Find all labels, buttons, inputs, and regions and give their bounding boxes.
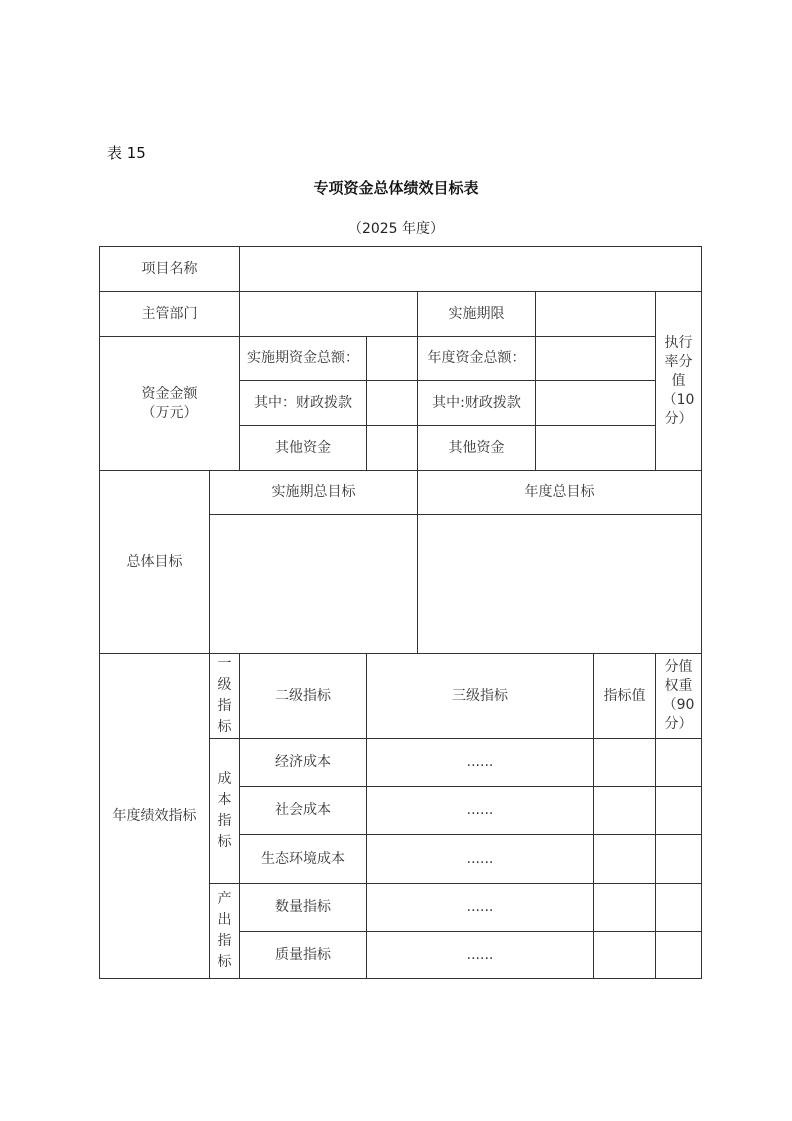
value-cell[interactable] (594, 932, 656, 979)
annual-indicators-label: 年度绩效指标 (100, 654, 210, 979)
period-total-funds-label (240, 337, 367, 381)
period-other-field[interactable] (367, 426, 418, 471)
period-other-label: 其他资金 (240, 426, 367, 471)
department-field[interactable] (240, 292, 418, 337)
weight-header (656, 654, 702, 739)
annual-other-label: 其他资金 (418, 426, 536, 471)
execution-rate-text: 执行率分值（10分） (662, 334, 695, 427)
level1-header (210, 654, 240, 739)
weight-cell[interactable] (656, 932, 702, 979)
level2-cell: 数量指标 (240, 884, 367, 932)
level3-cell[interactable]: ...... (367, 884, 594, 932)
output-group-text: 产出指标 (217, 891, 232, 970)
level2-header: 二级指标 (240, 654, 367, 739)
annual-goal-field[interactable] (418, 515, 702, 654)
level3-header: 三级指标 (367, 654, 594, 739)
project-name-label: 项目名称 (100, 247, 240, 292)
annual-fiscal-field[interactable] (536, 381, 656, 426)
level2-cell: 社会成本 (240, 787, 367, 835)
value-cell[interactable] (594, 787, 656, 835)
value-header: 指标值 (594, 654, 656, 739)
annual-total-funds-field[interactable] (536, 337, 656, 381)
table-number: 表 15 (107, 144, 146, 162)
value-cell[interactable] (594, 739, 656, 787)
department-label: 主管部门 (100, 292, 240, 337)
execution-rate-label (656, 292, 702, 471)
period-label: 实施期限 (418, 292, 536, 337)
level2-cell: 生态环境成本 (240, 835, 367, 884)
performance-goal-table (99, 246, 702, 979)
level3-cell[interactable]: ...... (367, 932, 594, 979)
overall-goal-label: 总体目标 (100, 471, 210, 654)
level2-cell: 质量指标 (240, 932, 367, 979)
project-name-field[interactable] (240, 247, 702, 292)
level3-cell[interactable]: ...... (367, 787, 594, 835)
value-cell[interactable] (594, 884, 656, 932)
cost-group-label (210, 739, 240, 884)
funds-label (100, 337, 240, 471)
period-fiscal-label: 其中：财政拨款 (240, 381, 367, 426)
page-title: 专项资金总体绩效目标表 (313, 179, 479, 197)
period-fiscal-field[interactable] (367, 381, 418, 426)
level3-cell[interactable]: ...... (367, 835, 594, 884)
weight-header-text: 分值权重（90分） (662, 659, 695, 732)
annual-other-field[interactable] (536, 426, 656, 471)
level3-cell[interactable]: ...... (367, 739, 594, 787)
weight-cell[interactable] (656, 739, 702, 787)
annual-goal-header: 年度总目标 (418, 471, 702, 515)
period-goal-header: 实施期总目标 (210, 471, 418, 515)
value-cell[interactable] (594, 835, 656, 884)
weight-cell[interactable] (656, 884, 702, 932)
weight-cell[interactable] (656, 835, 702, 884)
weight-cell[interactable] (656, 787, 702, 835)
output-group-label (210, 884, 240, 979)
cost-group-text: 成本指标 (217, 771, 232, 850)
page-subtitle: （2025 年度） (347, 221, 445, 237)
period-field[interactable] (536, 292, 656, 337)
period-total-funds-text: 实施期资金总额： (247, 350, 359, 366)
level2-cell: 经济成本 (240, 739, 367, 787)
period-total-funds-field[interactable] (367, 337, 418, 381)
funds-label-text: 资金金额（万元） (141, 385, 198, 421)
level1-header-text: 一级指标 (217, 656, 232, 735)
annual-fiscal-label: 其中:财政拨款 (418, 381, 536, 426)
period-goal-field[interactable] (210, 515, 418, 654)
annual-total-funds-label: 年度资金总额： (418, 337, 536, 381)
